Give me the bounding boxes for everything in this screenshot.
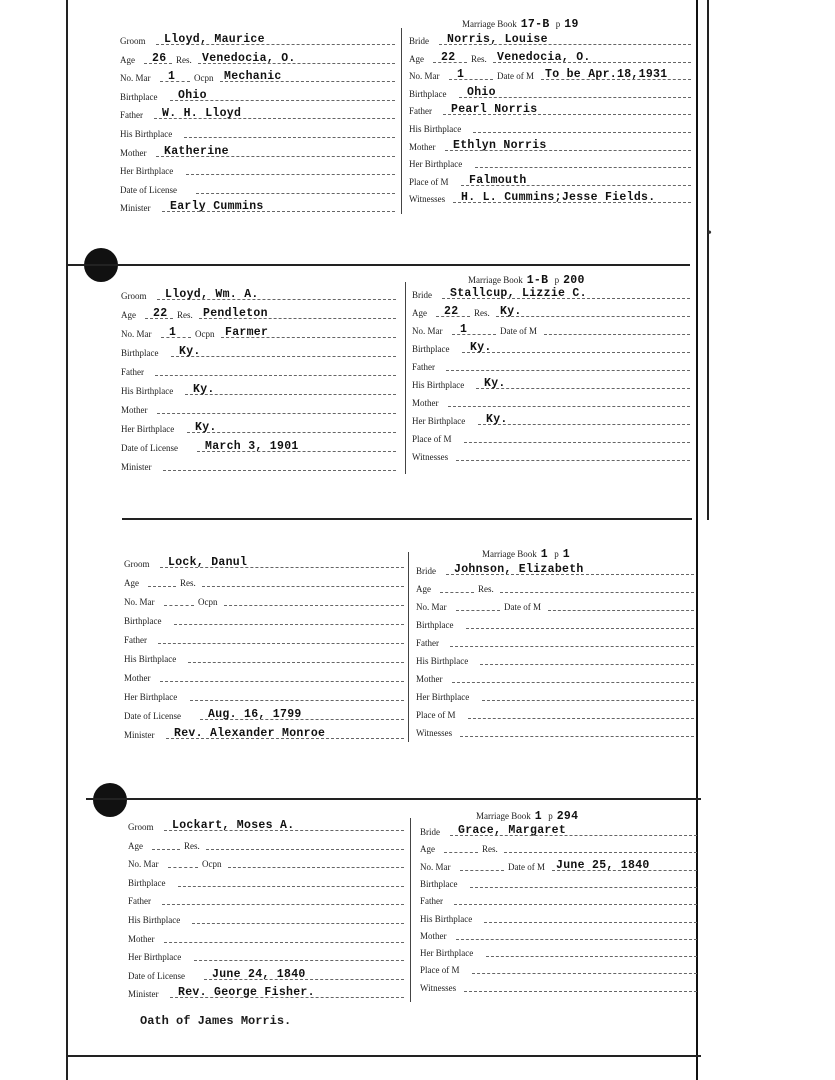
field-label: Her Birthplace — [128, 952, 182, 963]
field-label: Mother — [412, 398, 439, 408]
page-number: 1 — [562, 548, 570, 561]
fill-line — [178, 886, 404, 887]
fill-line — [174, 624, 404, 625]
field-label: Place of M — [412, 434, 452, 444]
field-value: 22 — [441, 50, 456, 64]
fill-line — [472, 973, 697, 974]
field-label: Age — [416, 584, 431, 594]
field-value: Grace, Margaret — [458, 824, 567, 837]
book-number: 1 — [540, 548, 548, 561]
field-label: Age — [124, 578, 139, 588]
fill-line — [186, 174, 395, 175]
field-value: 1 — [457, 68, 465, 82]
marriage-book-ref — [476, 810, 582, 823]
fill-line — [190, 700, 404, 701]
oath-note: Oath of James Morris. — [140, 1014, 292, 1028]
field-label: Mother — [416, 674, 443, 684]
card-divider — [410, 818, 411, 1002]
field-value: Pendleton — [203, 307, 268, 320]
fill-line — [162, 904, 404, 905]
fill-line — [454, 904, 697, 905]
field-label: Her Birthplace — [124, 692, 178, 702]
field-label: Her Birthplace — [420, 948, 474, 959]
field-label: Date of M — [497, 71, 534, 82]
card-separator — [66, 264, 690, 266]
field-label: Birthplace — [420, 878, 458, 889]
field-label: Place of M — [416, 710, 456, 720]
field-label: Marriage Book — [468, 275, 523, 285]
fill-line — [475, 167, 691, 168]
field-value: Ohio — [467, 85, 496, 99]
field-label: Date of License — [120, 184, 177, 195]
book-number: 17-B — [520, 18, 550, 31]
fill-line — [188, 662, 404, 663]
page-number: 19 — [564, 18, 579, 31]
fill-line — [484, 922, 697, 923]
fill-line — [478, 424, 690, 425]
field-value: Ky. — [195, 421, 217, 434]
field-label: Birthplace — [124, 616, 162, 626]
field-label: Res. — [176, 54, 192, 65]
field-label: Witnesses — [416, 728, 453, 738]
page-number: 200 — [563, 274, 585, 287]
fill-line — [160, 681, 404, 682]
fill-line — [460, 870, 504, 871]
fill-line — [464, 991, 697, 992]
field-label: Father — [409, 106, 432, 117]
field-value: Ky. — [470, 341, 492, 354]
field-value: Ky. — [179, 345, 201, 358]
field-label: p — [553, 19, 561, 29]
field-label: Her Birthplace — [416, 692, 470, 702]
fill-line — [466, 628, 694, 629]
punch-hole — [93, 783, 127, 817]
field-value: W. H. Lloyd — [162, 107, 242, 121]
fill-line — [473, 132, 691, 133]
field-label: p — [545, 811, 553, 821]
field-label: Mother — [409, 141, 436, 152]
field-value: Norris, Louise — [447, 33, 548, 46]
fill-line — [460, 736, 694, 737]
card-divider — [401, 28, 402, 214]
right-border-line — [707, 0, 709, 520]
field-label: His Birthplace — [121, 386, 174, 396]
field-label: Witnesses — [409, 194, 446, 205]
field-value: 22 — [444, 305, 459, 318]
field-value: Ky. — [193, 383, 215, 396]
field-value: Farmer — [225, 326, 269, 339]
field-value: Lloyd, Maurice — [164, 33, 265, 46]
marriage-book-ref — [462, 18, 583, 31]
field-label: Bride — [416, 566, 436, 576]
field-label: Birthplace — [128, 877, 166, 888]
field-label: Age — [412, 308, 427, 318]
field-label: Her Birthplace — [120, 166, 174, 177]
fill-line — [452, 334, 496, 335]
field-label: Ocpn — [194, 73, 214, 84]
fill-line — [449, 79, 493, 80]
fill-line — [171, 356, 396, 357]
fill-line — [548, 610, 694, 611]
fill-line — [450, 646, 694, 647]
field-label: His Birthplace — [120, 129, 173, 139]
field-label: Date of License — [128, 970, 185, 981]
fill-line — [500, 592, 694, 593]
field-value: Aug. 16, 1799 — [208, 708, 302, 721]
fill-line — [448, 406, 690, 407]
field-label: Marriage Book — [476, 811, 531, 821]
field-label: Bride — [412, 290, 432, 300]
field-label: Groom — [124, 559, 150, 569]
field-label: Place of M — [420, 965, 460, 976]
field-value: Venedocia, O. — [497, 50, 591, 64]
fill-line — [163, 470, 396, 471]
field-label: p — [551, 549, 559, 559]
field-label: Place of M — [409, 176, 449, 187]
page-number: 294 — [556, 810, 579, 823]
fill-line — [482, 700, 694, 701]
field-label: Her Birthplace — [412, 416, 466, 426]
field-label: Mother — [420, 930, 447, 941]
field-label: Father — [124, 635, 147, 645]
field-label: Marriage Book — [462, 19, 517, 29]
fill-line — [228, 867, 404, 868]
field-value: Katherine — [164, 144, 229, 158]
field-label: Date of License — [121, 443, 178, 453]
field-value: Lockart, Moses A. — [172, 819, 295, 832]
field-label: Minister — [121, 462, 152, 472]
field-label: Mother — [124, 673, 151, 683]
fill-line — [464, 442, 690, 443]
field-value: Falmouth — [469, 173, 527, 187]
right-page-edge — [696, 0, 835, 1080]
field-label: Res. — [184, 840, 200, 851]
fill-line — [456, 939, 697, 940]
field-label: No. Mar — [412, 326, 443, 336]
field-value: June 25, 1840 — [556, 858, 650, 872]
field-label: His Birthplace — [124, 654, 177, 664]
field-value: Mechanic — [224, 70, 282, 84]
fill-line — [196, 193, 395, 194]
fill-line — [544, 334, 690, 335]
field-label: Minister — [128, 989, 159, 1000]
field-label: Bride — [420, 827, 440, 837]
field-label: Minister — [124, 730, 155, 740]
field-value: Ky. — [486, 413, 508, 426]
field-label: No. Mar — [420, 861, 451, 872]
field-label: His Birthplace — [416, 656, 469, 666]
field-value: Lloyd, Wm. A. — [165, 288, 259, 301]
field-value: 26 — [152, 51, 167, 65]
card-separator — [122, 518, 692, 520]
fill-line — [496, 316, 690, 317]
field-label: Age — [120, 54, 135, 65]
fill-line — [452, 682, 694, 683]
field-label: Age — [121, 310, 136, 320]
field-label: Ocpn — [195, 329, 215, 339]
field-value: Ohio — [178, 88, 207, 102]
field-label: Date of M — [500, 326, 537, 336]
field-value: Pearl Norris — [451, 103, 538, 117]
field-value: H. L. Cummins;Jesse Fields. — [461, 191, 656, 205]
field-label: Father — [416, 638, 439, 648]
field-value: Lock, Danul — [168, 556, 248, 569]
field-label: Res. — [471, 53, 487, 64]
field-label: Birthplace — [121, 348, 159, 358]
fill-line — [504, 852, 697, 853]
field-value: Ky. — [500, 305, 522, 318]
field-label: Res. — [177, 310, 193, 320]
field-label: Date of M — [508, 861, 545, 872]
field-label: Birthplace — [409, 88, 447, 99]
fill-line — [206, 849, 404, 850]
fill-line — [202, 586, 404, 587]
fill-line — [470, 887, 697, 888]
field-value: 1 — [169, 326, 177, 339]
fill-line — [187, 432, 396, 433]
ink-mark: • — [707, 226, 712, 241]
field-value: 22 — [153, 307, 168, 320]
card-divider — [405, 282, 406, 474]
field-label: Res. — [474, 308, 490, 318]
field-value: Ky. — [484, 377, 506, 390]
field-label: Res. — [478, 584, 494, 594]
fill-line — [168, 867, 198, 868]
field-value: March 3, 1901 — [205, 440, 299, 453]
card-separator — [86, 798, 701, 800]
field-label: Mother — [120, 147, 147, 158]
field-label: Ocpn — [202, 859, 222, 870]
field-label: His Birthplace — [128, 915, 181, 925]
field-label: No. Mar — [409, 71, 440, 82]
fill-line — [164, 605, 194, 606]
field-label: Father — [121, 367, 144, 377]
field-label: Age — [420, 844, 435, 855]
field-value: 1 — [460, 323, 468, 336]
field-label: p — [552, 275, 560, 285]
fill-line — [476, 388, 690, 389]
field-label: Res. — [180, 578, 196, 588]
fill-line — [486, 956, 697, 957]
field-label: Minister — [120, 203, 151, 214]
card-divider — [408, 552, 409, 742]
field-label: Father — [420, 896, 443, 907]
fill-line — [157, 413, 396, 414]
field-label: Date of M — [504, 602, 541, 612]
field-label: Mother — [128, 933, 155, 944]
fill-line — [152, 849, 180, 850]
field-value: Ethlyn Norris — [453, 138, 547, 152]
field-value: Johnson, Elizabeth — [454, 563, 584, 576]
field-label: His Birthplace — [420, 913, 473, 924]
field-label: Her Birthplace — [409, 159, 463, 170]
fill-line — [155, 375, 396, 376]
field-label: Date of License — [124, 711, 181, 721]
field-label: Res. — [482, 844, 498, 855]
fill-line — [444, 852, 478, 853]
fill-line — [158, 643, 404, 644]
fill-line — [192, 923, 404, 924]
field-label: His Birthplace — [409, 124, 462, 134]
book-number: 1 — [534, 810, 542, 823]
fill-line — [184, 137, 395, 138]
fill-line — [148, 586, 176, 587]
field-label: No. Mar — [120, 73, 151, 84]
field-label: Father — [128, 896, 151, 907]
field-label: No. Mar — [416, 602, 447, 612]
field-label: Age — [128, 840, 143, 851]
field-value: Rev. Alexander Monroe — [174, 727, 326, 740]
field-label: Age — [409, 53, 424, 64]
fill-line — [164, 942, 404, 943]
field-label: Witnesses — [420, 982, 457, 993]
field-label: No. Mar — [124, 597, 155, 607]
fill-line — [224, 605, 404, 606]
fill-line — [456, 610, 500, 611]
field-value: 1 — [168, 70, 176, 84]
fill-line — [480, 664, 694, 665]
field-label: Marriage Book — [482, 549, 537, 559]
fill-line — [456, 460, 690, 461]
field-value: To be Apr.18,1931 — [545, 68, 668, 82]
field-label: No. Mar — [128, 859, 159, 870]
field-value: Early Cummins — [170, 200, 264, 214]
field-label: Birthplace — [412, 344, 450, 354]
fill-line — [440, 592, 474, 593]
field-value: June 24, 1840 — [212, 967, 306, 981]
book-number: 1-B — [526, 274, 549, 287]
fill-line — [185, 394, 396, 395]
field-value: Venedocia, O. — [202, 51, 296, 65]
field-value: Stallcup, Lizzie C. — [450, 287, 587, 300]
fill-line — [462, 352, 690, 353]
field-label: Father — [120, 110, 143, 121]
field-label: His Birthplace — [412, 380, 465, 390]
field-label: No. Mar — [121, 329, 152, 339]
field-label: Birthplace — [416, 620, 454, 630]
marriage-book-ref — [482, 548, 574, 561]
field-label: Her Birthplace — [121, 424, 175, 434]
field-label: Bride — [409, 36, 429, 46]
field-label: Ocpn — [198, 597, 218, 607]
bottom-rule — [66, 1055, 701, 1057]
field-label: Groom — [120, 36, 146, 46]
field-label: Father — [412, 362, 435, 372]
fill-line — [194, 960, 404, 961]
fill-line — [446, 370, 690, 371]
field-label: Mother — [121, 405, 148, 415]
field-value: Rev. George Fisher. — [178, 986, 315, 1000]
field-label: Witnesses — [412, 452, 449, 462]
left-page-edge — [0, 0, 68, 1080]
fill-line — [468, 718, 694, 719]
field-label: Groom — [121, 291, 147, 301]
field-label: Groom — [128, 822, 154, 832]
field-label: Birthplace — [120, 91, 158, 102]
